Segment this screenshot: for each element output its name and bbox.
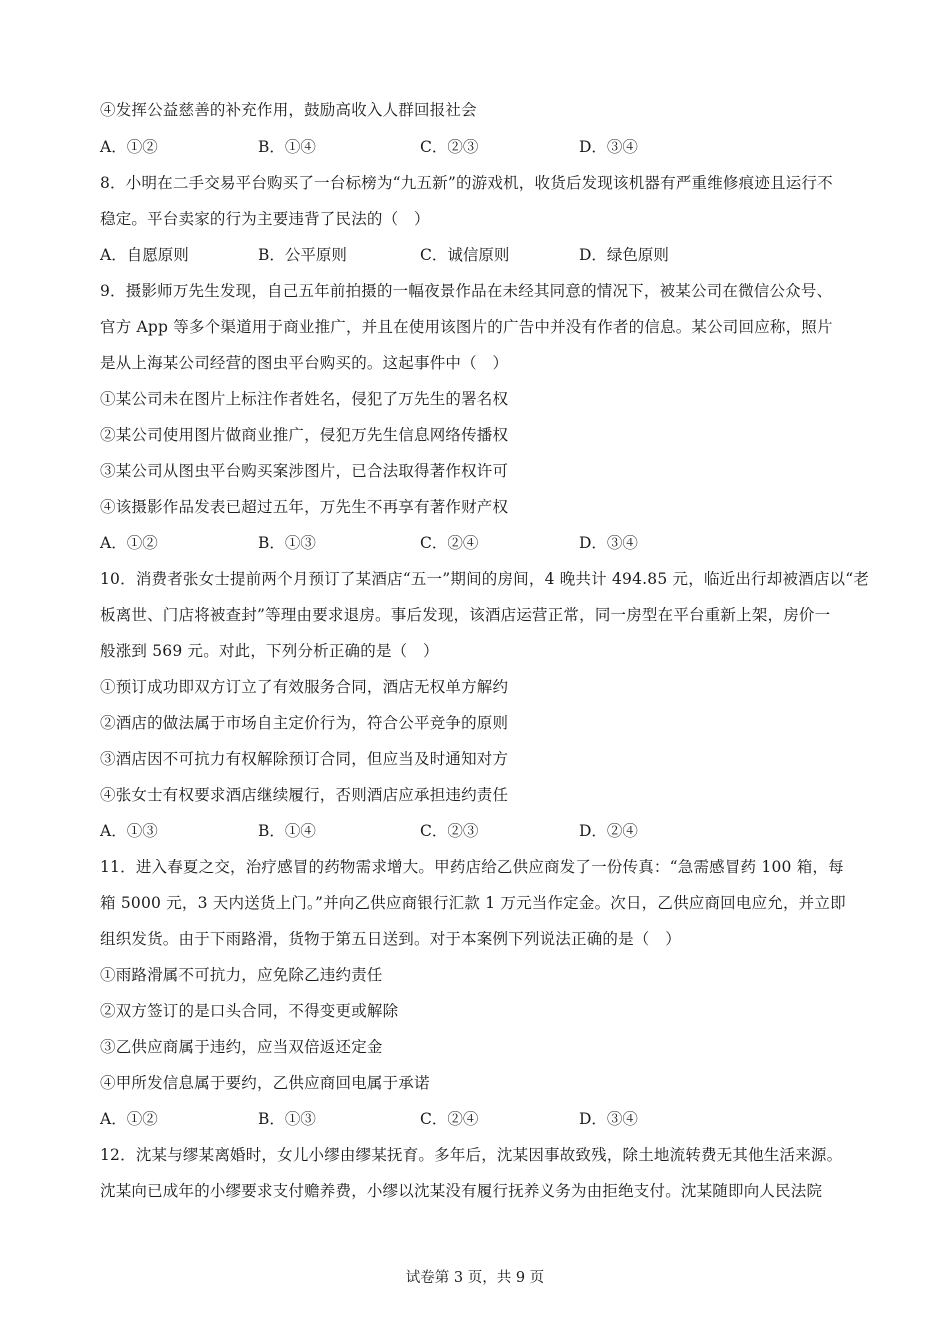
q11-option-b[interactable]: B．①③: [258, 1110, 316, 1128]
q10-stem-line-3: 般涨到 569 元。对此，下列分析正确的是（ ）: [100, 642, 439, 660]
q8-option-d[interactable]: D．绿色原则: [579, 246, 669, 264]
q12-stem-line-2: 沈某向已成年的小缪要求支付赡养费，小缪以沈某没有履行抚养义务为由拒绝支付。沈某随即向人民法院: [100, 1182, 823, 1200]
q9-statement-3: ③某公司从图虫平台购买案涉图片，已合法取得著作权许可: [100, 462, 509, 480]
q7-option-c[interactable]: C．②③: [420, 138, 479, 156]
q10-statement-4: ④张女士有权要求酒店继续履行，否则酒店应承担违约责任: [100, 786, 509, 804]
q9-option-a[interactable]: A．①②: [100, 534, 158, 552]
q10-statement-2: ②酒店的做法属于市场自主定价行为，符合公平竞争的原则: [100, 714, 509, 732]
q7-option-d[interactable]: D．③④: [579, 138, 638, 156]
q7-option-a[interactable]: A．①②: [100, 138, 158, 156]
q11-option-c[interactable]: C．②④: [420, 1110, 479, 1128]
q11-option-d[interactable]: D．③④: [579, 1110, 638, 1128]
q10-option-d[interactable]: D．②④: [579, 822, 638, 840]
q9-option-d[interactable]: D．③④: [579, 534, 638, 552]
q10-option-a[interactable]: A．①③: [100, 822, 158, 840]
q9-statement-1: ①某公司未在图片上标注作者姓名，侵犯了万先生的署名权: [100, 390, 509, 408]
q9-stem-line-2: 官方 App 等多个渠道用于商业推广，并且在使用该图片的广告中并没有作者的信息。某公司回应称，照片: [100, 318, 833, 336]
q11-option-a[interactable]: A．①②: [100, 1110, 158, 1128]
q11-stem-line-3: 组织发货。由于下雨路滑，货物于第五日送到。对于本案例下列说法正确的是（ ）: [100, 930, 681, 948]
q11-statement-4: ④甲所发信息属于要约，乙供应商回电属于承诺: [100, 1074, 430, 1092]
q10-stem-line-2: 板离世、门店将被查封”等理由要求退房。事后发现，该酒店运营正常，同一房型在平台重新上架，房价一: [100, 606, 831, 624]
q8-option-a[interactable]: A．自愿原则: [100, 246, 189, 264]
q7-statement-4: ④发挥公益慈善的补充作用，鼓励高收入人群回报社会: [100, 101, 477, 119]
q10-statement-1: ①预订成功即双方订立了有效服务合同，酒店无权单方解约: [100, 678, 509, 696]
q10-stem-line-1: 10．消费者张女士提前两个月预订了某酒店“五一”期间的房间，4 晚共计 494.85 元，临近出行却被酒店以“老: [100, 570, 870, 588]
q10-option-b[interactable]: B．①④: [258, 822, 316, 840]
q11-statement-3: ③乙供应商属于违约，应当双倍返还定金: [100, 1038, 383, 1056]
q9-statement-4: ④该摄影作品发表已超过五年，万先生不再享有著作财产权: [100, 498, 509, 516]
q8-stem-line-1: 8．小明在二手交易平台购买了一台标榜为“九五新”的游戏机，收货后发现该机器有严重维修痕迹且运行不: [100, 174, 833, 192]
q11-statement-2: ②双方签订的是口头合同，不得变更或解除: [100, 1002, 399, 1020]
q10-option-c[interactable]: C．②③: [420, 822, 479, 840]
q12-stem-line-1: 12．沈某与缪某离婚时，女儿小缪由缪某抚育。多年后，沈某因事故致残，除土地流转费无其他生活来源。: [100, 1146, 843, 1164]
q7-option-b[interactable]: B．①④: [258, 138, 316, 156]
q8-stem-line-2: 稳定。平台卖家的行为主要违背了民法的（ ）: [100, 210, 430, 228]
q11-stem-line-2: 箱 5000 元，3 天内送货上门。”并向乙供应商银行汇款 1 万元当作定金。次日，乙供应商回电应允，并立即: [100, 894, 846, 912]
q9-stem-line-1: 9．摄影师万先生发现，自己五年前拍摄的一幅夜景作品在未经其同意的情况下，被某公司在微信公众号、: [100, 282, 833, 300]
q9-statement-2: ②某公司使用图片做商业推广，侵犯万先生信息网络传播权: [100, 426, 509, 444]
q9-option-b[interactable]: B．①③: [258, 534, 316, 552]
q11-stem-line-1: 11．进入春夏之交，治疗感冒的药物需求增大。甲药店给乙供应商发了一份传真：“急需感冒药 100 箱，每: [100, 858, 844, 876]
page-footer: 试卷第 3 页，共 9 页: [405, 1270, 545, 1286]
q8-option-b[interactable]: B．公平原则: [258, 246, 347, 264]
q11-statement-1: ①雨路滑属不可抗力，应免除乙违约责任: [100, 966, 383, 984]
q9-option-c[interactable]: C．②④: [420, 534, 479, 552]
q8-option-c[interactable]: C．诚信原则: [420, 246, 510, 264]
q10-statement-3: ③酒店因不可抗力有权解除预订合同，但应当及时通知对方: [100, 750, 509, 768]
q9-stem-line-3: 是从上海某公司经营的图虫平台购买的。这起事件中（ ）: [100, 354, 509, 372]
